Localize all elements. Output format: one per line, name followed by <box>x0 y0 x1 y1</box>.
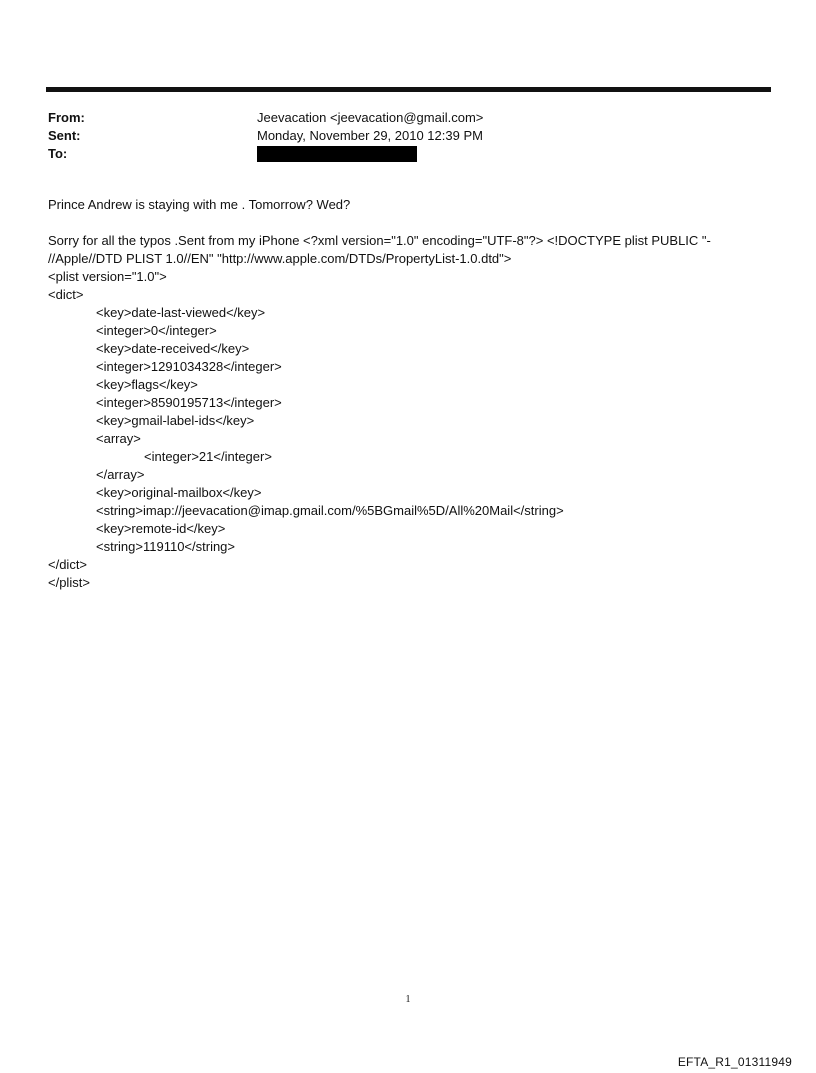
plist-line: <string>119110</string> <box>96 539 236 554</box>
plist-line: <plist version="1.0"> <box>48 269 167 284</box>
from-row <box>48 109 768 127</box>
paragraph-gap <box>48 214 773 232</box>
plist-line: <integer>0</integer> <box>96 323 217 338</box>
plist-line: </dict> <box>48 557 88 572</box>
top-rule <box>46 87 771 92</box>
to-row <box>48 145 768 163</box>
plist-line: <array> <box>96 431 141 446</box>
from-value: Jeevacation <jeevacation@gmail.com> <box>257 110 484 125</box>
plist-line: <key>flags</key> <box>96 377 198 392</box>
plist-line: <dict> <box>48 287 84 302</box>
plist-line: <integer>21</integer> <box>144 449 272 464</box>
to-label: To: <box>48 146 68 161</box>
plist-line: <integer>1291034328</integer> <box>96 359 282 374</box>
sent-value: Monday, November 29, 2010 12:39 PM <box>257 128 483 143</box>
sent-label: Sent: <box>48 128 81 143</box>
redaction-box <box>257 146 417 162</box>
email-header <box>48 109 768 163</box>
doctype-line: //Apple//DTD PLIST 1.0//EN" "http://www.apple.com/DTDs/PropertyList-1.0.dtd"> <box>48 251 512 266</box>
plist-line: <key>date-received</key> <box>96 341 250 356</box>
page-number: 1 <box>405 994 411 1005</box>
plist-line: <key>original-mailbox</key> <box>96 485 262 500</box>
message-line: Prince Andrew is staying with me . Tomorrow? Wed? <box>48 197 351 212</box>
plist-line: <integer>8590195713</integer> <box>96 395 282 410</box>
plist-line: </plist> <box>48 575 90 590</box>
email-body <box>48 196 773 592</box>
plist-block <box>48 268 773 592</box>
plist-line: </array> <box>96 467 145 482</box>
from-label: From: <box>48 110 85 125</box>
document-id: EFTA_R1_01311949 <box>677 1055 792 1069</box>
sent-row <box>48 127 768 145</box>
plist-line: <key>gmail-label-ids</key> <box>96 413 255 428</box>
plist-line: <key>date-last-viewed</key> <box>96 305 266 320</box>
plist-line: <string>imap://jeevacation@imap.gmail.com/%5BGmail%5D/All%20Mail</string> <box>96 503 564 518</box>
plist-line: <key>remote-id</key> <box>96 521 226 536</box>
to-value <box>257 145 417 163</box>
signature-line: Sorry for all the typos .Sent from my iPhone <?xml version="1.0" encoding="UTF-8"?> <!DOCTYPE plist PUBLIC "- <box>48 233 711 248</box>
